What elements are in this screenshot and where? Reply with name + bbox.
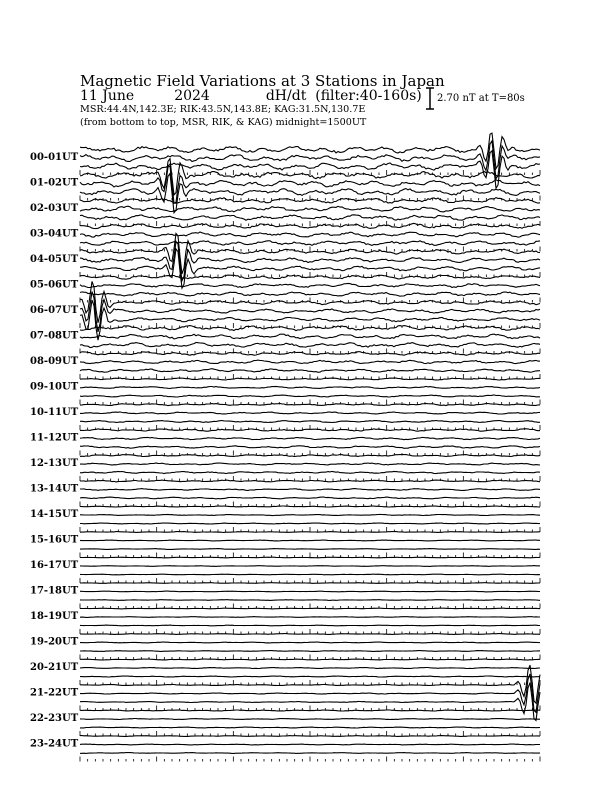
row-label: 14-15UT [30,509,79,520]
row-label: 23-24UT [30,738,79,750]
trace-RIK [80,386,540,388]
trace-MSR [80,471,540,473]
hour-row-15-16UT [30,532,540,558]
trace-KAG [80,234,540,274]
trace-RIK [80,437,540,439]
trace-MSR [80,727,540,728]
hour-row-08-09UT [30,352,540,379]
hour-row-17-18UT [30,583,540,609]
row-label: 04-05UT [30,254,79,265]
trace-MSR [80,523,540,524]
trace-RIK [80,540,540,541]
trace-MSR [80,651,540,652]
trace-RIK [80,591,540,592]
trace-MSR [80,300,540,340]
trace-MSR [80,683,540,721]
date-year: 2024 [174,88,210,104]
hour-row-12-13UT [30,455,540,482]
trace-MSR [80,676,540,677]
scale-label: 2.70 nT at T=80s [437,93,525,104]
trace-MSR [80,446,540,449]
row-label: 16-17UT [30,560,79,571]
trace-KAG [80,506,540,507]
hour-row-03-04UT [30,223,540,251]
trace-RIK [80,719,540,720]
row-label: 09-10UT [30,381,79,393]
trace-MSR [80,241,540,246]
hour-row-23-24UT [30,736,540,762]
trace-KAG [80,583,540,584]
row-label: 22-23UT [30,713,79,724]
hour-row-09-10UT [30,378,540,405]
hour-row-21-22UT [30,665,540,720]
trace-MSR [80,625,540,626]
date-day: 11 June [80,88,135,104]
row-label: 05-06UT [30,279,79,291]
order-note: (from bottom to top, MSR, RIK, & KAG) midnight=1500UT [80,117,367,128]
quantity-label: dH/dt [265,88,307,104]
trace-RIK [80,489,540,491]
trace-RIK [80,642,540,643]
hour-row-14-15UT [30,506,540,532]
trace-RIK [80,744,540,745]
trace-KAG [80,736,540,737]
row-label: 12-13UT [30,458,79,469]
trace-MSR [80,292,540,296]
trace-RIK [80,463,540,465]
row-label: 21-22UT [30,687,79,699]
trace-RIK [80,334,540,339]
trace-MSR [80,421,540,423]
trace-KAG [80,532,540,533]
row-label: 10-11UT [30,407,79,418]
hour-row-19-20UT [30,634,540,660]
trace-MSR [80,497,540,499]
trace-KAG [80,159,540,195]
trace-MSR [80,174,540,213]
trace-RIK [80,668,540,669]
trace-MSR [80,395,540,397]
row-label: 18-19UT [30,611,79,622]
trace-MSR [80,574,540,575]
chart-title: Magnetic Field Variations at 3 Stations in Japan [80,72,445,90]
hour-row-22-23UT [30,710,540,736]
trace-RIK [80,566,540,567]
row-label: 20-21UT [30,662,79,673]
hour-row-00-01UT [30,133,540,188]
trace-MSR [80,753,540,754]
trace-MSR [80,369,540,373]
trace-KAG [80,133,540,169]
row-label: 01-02UT [30,177,79,189]
row-label: 00-01UT [30,152,79,163]
row-label: 17-18UT [30,585,79,597]
trace-KAG [80,608,540,609]
scale-bar [426,88,434,109]
hour-row-18-19UT [30,608,540,634]
filter-label: (filter:40-160s) [315,88,422,104]
trace-MSR [80,215,540,220]
hour-row-16-17UT [30,557,540,583]
trace-MSR [80,249,540,288]
row-label: 15-16UT [30,534,79,546]
trace-RIK [80,617,540,618]
trace-RIK [80,206,540,212]
hour-row-20-21UT [30,659,540,685]
row-label: 07-08UT [30,330,79,342]
row-label: 13-14UT [30,483,79,495]
trace-RIK [80,232,540,237]
trace-MSR [80,600,540,601]
hour-row-02-03UT [30,198,540,226]
trace-RIK [80,412,540,414]
trace-RIK [80,283,540,287]
row-label: 19-20UT [30,636,79,648]
hour-rows [30,133,540,761]
row-label: 03-04UT [30,228,79,240]
trace-KAG [80,557,540,558]
row-label: 06-07UT [30,305,79,316]
trace-MSR [80,549,540,550]
hour-row-06-07UT [30,279,540,341]
hour-row-07-08UT [30,326,540,354]
row-label: 08-09UT [30,356,79,367]
hour-row-13-14UT [30,480,540,506]
row-label: 11-12UT [30,432,79,444]
hour-row-04-05UT [30,234,540,289]
trace-RIK [80,514,540,515]
row-label: 02-03UT [30,203,79,214]
hour-row-10-11UT [30,404,540,431]
hour-row-01-02UT [30,159,540,213]
trace-KAG [80,634,540,635]
stations-line: MSR:44.4N,142.3E; RIK:43.5N,143.8E; KAG:31.5N,130.7E [80,104,366,115]
trace-RIK [80,360,540,364]
trace-MSR [80,343,540,348]
hour-row-11-12UT [30,429,540,456]
